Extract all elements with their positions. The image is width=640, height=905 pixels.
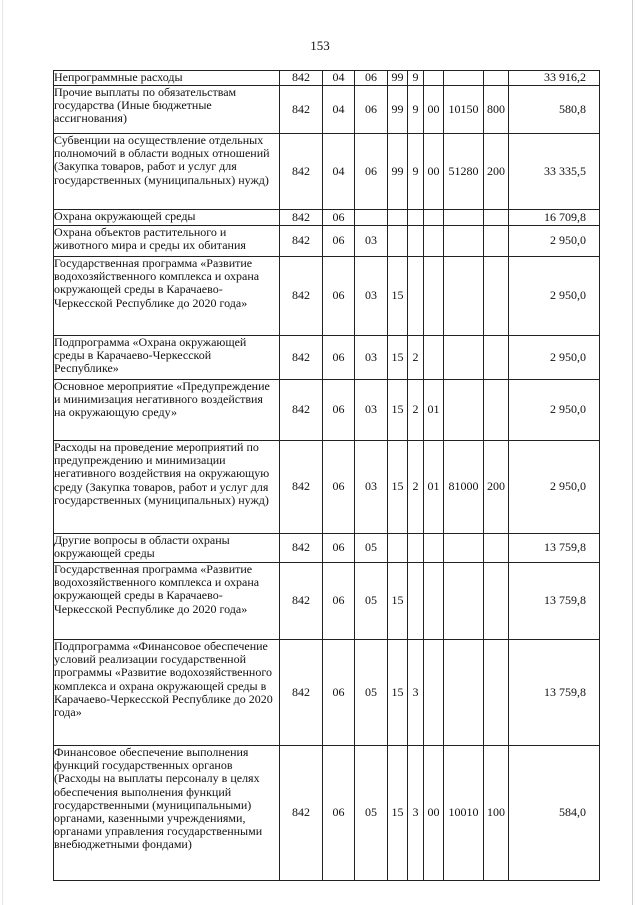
- name-cell: Другие вопросы в области охраны окружающей среды: [54, 534, 280, 563]
- direction-code-cell: [444, 563, 484, 640]
- program-code-cell: [388, 226, 408, 257]
- name-cell: Подпрограмма «Финансовое обеспечение условий реализации государственной программы «Развитие водохозяйственного комплекса и охрана окружающей среды в Карачаево-Черкесской Республике до 2020 года»: [54, 640, 280, 746]
- table-row: [54, 380, 600, 441]
- subsection-code-cell: 05: [355, 534, 388, 563]
- program-code-cell: [388, 534, 408, 563]
- grbs-code-cell: 842: [280, 336, 323, 380]
- section-code-cell: 06: [323, 746, 355, 881]
- subsection-code-cell: 03: [355, 380, 388, 441]
- program-code-cell: 15: [388, 380, 408, 441]
- section-code-cell: 06: [323, 380, 355, 441]
- grbs-code-cell: 842: [280, 380, 323, 441]
- subprogram-code-cell: 3: [408, 746, 424, 881]
- name-cell: Непрограммные расходы: [54, 71, 280, 86]
- subprogram-code-cell: 9: [408, 71, 424, 86]
- grbs-code-cell: 842: [280, 534, 323, 563]
- amount-cell: 13 759,8: [509, 534, 600, 563]
- name-cell: Подпрограмма «Охрана окружающей среды в Карачаево-Черкесской Республике»: [54, 336, 280, 380]
- grbs-code-cell: 842: [280, 226, 323, 257]
- amount-cell: 2 950,0: [509, 380, 600, 441]
- direction-code-cell: [444, 380, 484, 441]
- expense-type-cell: [484, 257, 509, 336]
- expense-type-cell: [484, 380, 509, 441]
- subsection-code-cell: 03: [355, 226, 388, 257]
- grbs-code-cell: 842: [280, 71, 323, 86]
- subprogram-code-cell: 9: [408, 86, 424, 134]
- program-code-cell: 15: [388, 640, 408, 746]
- subprogram-code-cell: [408, 226, 424, 257]
- table-row: [54, 86, 600, 134]
- activity-code-cell: [424, 257, 444, 336]
- table-row: [54, 134, 600, 210]
- subprogram-code-cell: 9: [408, 134, 424, 210]
- expense-type-cell: [484, 336, 509, 380]
- table-row: [54, 746, 600, 881]
- section-code-cell: 04: [323, 134, 355, 210]
- amount-cell: 584,0: [509, 746, 600, 881]
- amount-cell: 13 759,8: [509, 640, 600, 746]
- subsection-code-cell: 03: [355, 441, 388, 534]
- amount-cell: 33 916,2: [509, 71, 600, 86]
- amount-cell: 2 950,0: [509, 226, 600, 257]
- expense-type-cell: [484, 71, 509, 86]
- activity-code-cell: 00: [424, 134, 444, 210]
- table-row: [54, 71, 600, 86]
- expense-type-cell: [484, 226, 509, 257]
- amount-cell: 13 759,8: [509, 563, 600, 640]
- grbs-code-cell: 842: [280, 563, 323, 640]
- amount-cell: 33 335,5: [509, 134, 600, 210]
- section-code-cell: 06: [323, 226, 355, 257]
- program-code-cell: [388, 210, 408, 226]
- section-code-cell: 06: [323, 640, 355, 746]
- activity-code-cell: 01: [424, 380, 444, 441]
- section-code-cell: 06: [323, 441, 355, 534]
- name-cell: Финансовое обеспечение выполнения функций государственных органов (Расходы на выплаты персоналу в целях обеспечения выполнения функций государственными (муниципальными) органами, казенными учреждениями, органами управления государственными внебюджетными фондами): [54, 746, 280, 881]
- table-row: [54, 441, 600, 534]
- grbs-code-cell: 842: [280, 640, 323, 746]
- scan-edge-right: [632, 0, 633, 905]
- expense-type-cell: 200: [484, 441, 509, 534]
- grbs-code-cell: 842: [280, 86, 323, 134]
- name-cell: Охрана объектов растительного и животного мира и среды их обитания: [54, 226, 280, 257]
- subprogram-code-cell: 2: [408, 441, 424, 534]
- program-code-cell: 15: [388, 257, 408, 336]
- table-row: [54, 210, 600, 226]
- expense-type-cell: [484, 640, 509, 746]
- activity-code-cell: [424, 336, 444, 380]
- direction-code-cell: [444, 336, 484, 380]
- subprogram-code-cell: [408, 534, 424, 563]
- subprogram-code-cell: [408, 563, 424, 640]
- subprogram-code-cell: [408, 257, 424, 336]
- grbs-code-cell: 842: [280, 210, 323, 226]
- amount-cell: 2 950,0: [509, 257, 600, 336]
- section-code-cell: 06: [323, 563, 355, 640]
- expense-type-cell: 200: [484, 134, 509, 210]
- activity-code-cell: [424, 210, 444, 226]
- program-code-cell: 15: [388, 441, 408, 534]
- page-number: 153: [310, 38, 330, 53]
- direction-code-cell: [444, 71, 484, 86]
- direction-code-cell: 81000: [444, 441, 484, 534]
- expense-type-cell: 100: [484, 746, 509, 881]
- activity-code-cell: 00: [424, 86, 444, 134]
- table-row: [54, 336, 600, 380]
- section-code-cell: 06: [323, 257, 355, 336]
- section-code-cell: 04: [323, 86, 355, 134]
- subsection-code-cell: 05: [355, 746, 388, 881]
- section-code-cell: 06: [323, 210, 355, 226]
- section-code-cell: 06: [323, 336, 355, 380]
- direction-code-cell: 10010: [444, 746, 484, 881]
- direction-code-cell: [444, 257, 484, 336]
- name-cell: Субвенции на осуществление отдельных полномочий в области водных отношений (Закупка товаров, работ и услуг для государственных (муниципальных) нужд): [54, 134, 280, 210]
- name-cell: Охрана окружающей среды: [54, 210, 280, 226]
- direction-code-cell: 51280: [444, 134, 484, 210]
- grbs-code-cell: 842: [280, 257, 323, 336]
- subsection-code-cell: 03: [355, 336, 388, 380]
- program-code-cell: 15: [388, 336, 408, 380]
- direction-code-cell: [444, 640, 484, 746]
- scan-edge-left: [2, 0, 3, 905]
- section-code-cell: 04: [323, 71, 355, 86]
- table-row: [54, 257, 600, 336]
- expense-type-cell: [484, 210, 509, 226]
- name-cell: Расходы на проведение мероприятий по предупреждению и минимизации негативного воздействия на окружающую среду (Закупка товаров, работ и услуг для государственных (муниципальных) нужд): [54, 441, 280, 534]
- amount-cell: 2 950,0: [509, 336, 600, 380]
- subsection-code-cell: [355, 210, 388, 226]
- table-row: [54, 563, 600, 640]
- activity-code-cell: 01: [424, 441, 444, 534]
- direction-code-cell: [444, 210, 484, 226]
- subsection-code-cell: 06: [355, 71, 388, 86]
- expense-type-cell: [484, 563, 509, 640]
- activity-code-cell: [424, 226, 444, 257]
- direction-code-cell: 10150: [444, 86, 484, 134]
- name-cell: Прочие выплаты по обязательствам государства (Иные бюджетные ассигнования): [54, 86, 280, 134]
- table-row: [54, 534, 600, 563]
- direction-code-cell: [444, 226, 484, 257]
- name-cell: Государственная программа «Развитие водохозяйственного комплекса и охрана окружающей среды в Карачаево-Черкесской Республике до 2020 года»: [54, 563, 280, 640]
- expense-type-cell: [484, 534, 509, 563]
- name-cell: Основное мероприятие «Предупреждение и минимизация негативного воздействия на окружающую среду»: [54, 380, 280, 441]
- program-code-cell: 99: [388, 86, 408, 134]
- program-code-cell: 99: [388, 71, 408, 86]
- grbs-code-cell: 842: [280, 746, 323, 881]
- table-row: [54, 640, 600, 746]
- amount-cell: 16 709,8: [509, 210, 600, 226]
- budget-table: [53, 70, 600, 881]
- grbs-code-cell: 842: [280, 134, 323, 210]
- activity-code-cell: [424, 563, 444, 640]
- subprogram-code-cell: [408, 210, 424, 226]
- subprogram-code-cell: 2: [408, 336, 424, 380]
- subsection-code-cell: 05: [355, 563, 388, 640]
- table-row: [54, 226, 600, 257]
- grbs-code-cell: 842: [280, 441, 323, 534]
- program-code-cell: 15: [388, 746, 408, 881]
- subsection-code-cell: 03: [355, 257, 388, 336]
- activity-code-cell: [424, 71, 444, 86]
- budget-table-body: [54, 71, 600, 881]
- name-cell: Государственная программа «Развитие водохозяйственного комплекса и охрана окружающей среды в Карачаево-Черкесской Республике до 2020 года»: [54, 257, 280, 336]
- subsection-code-cell: 05: [355, 640, 388, 746]
- amount-cell: 2 950,0: [509, 441, 600, 534]
- activity-code-cell: 00: [424, 746, 444, 881]
- subsection-code-cell: 06: [355, 86, 388, 134]
- activity-code-cell: [424, 640, 444, 746]
- program-code-cell: 15: [388, 563, 408, 640]
- subprogram-code-cell: 3: [408, 640, 424, 746]
- subprogram-code-cell: 2: [408, 380, 424, 441]
- section-code-cell: 06: [323, 534, 355, 563]
- subsection-code-cell: 06: [355, 134, 388, 210]
- expense-type-cell: 800: [484, 86, 509, 134]
- program-code-cell: 99: [388, 134, 408, 210]
- amount-cell: 580,8: [509, 86, 600, 134]
- direction-code-cell: [444, 534, 484, 563]
- activity-code-cell: [424, 534, 444, 563]
